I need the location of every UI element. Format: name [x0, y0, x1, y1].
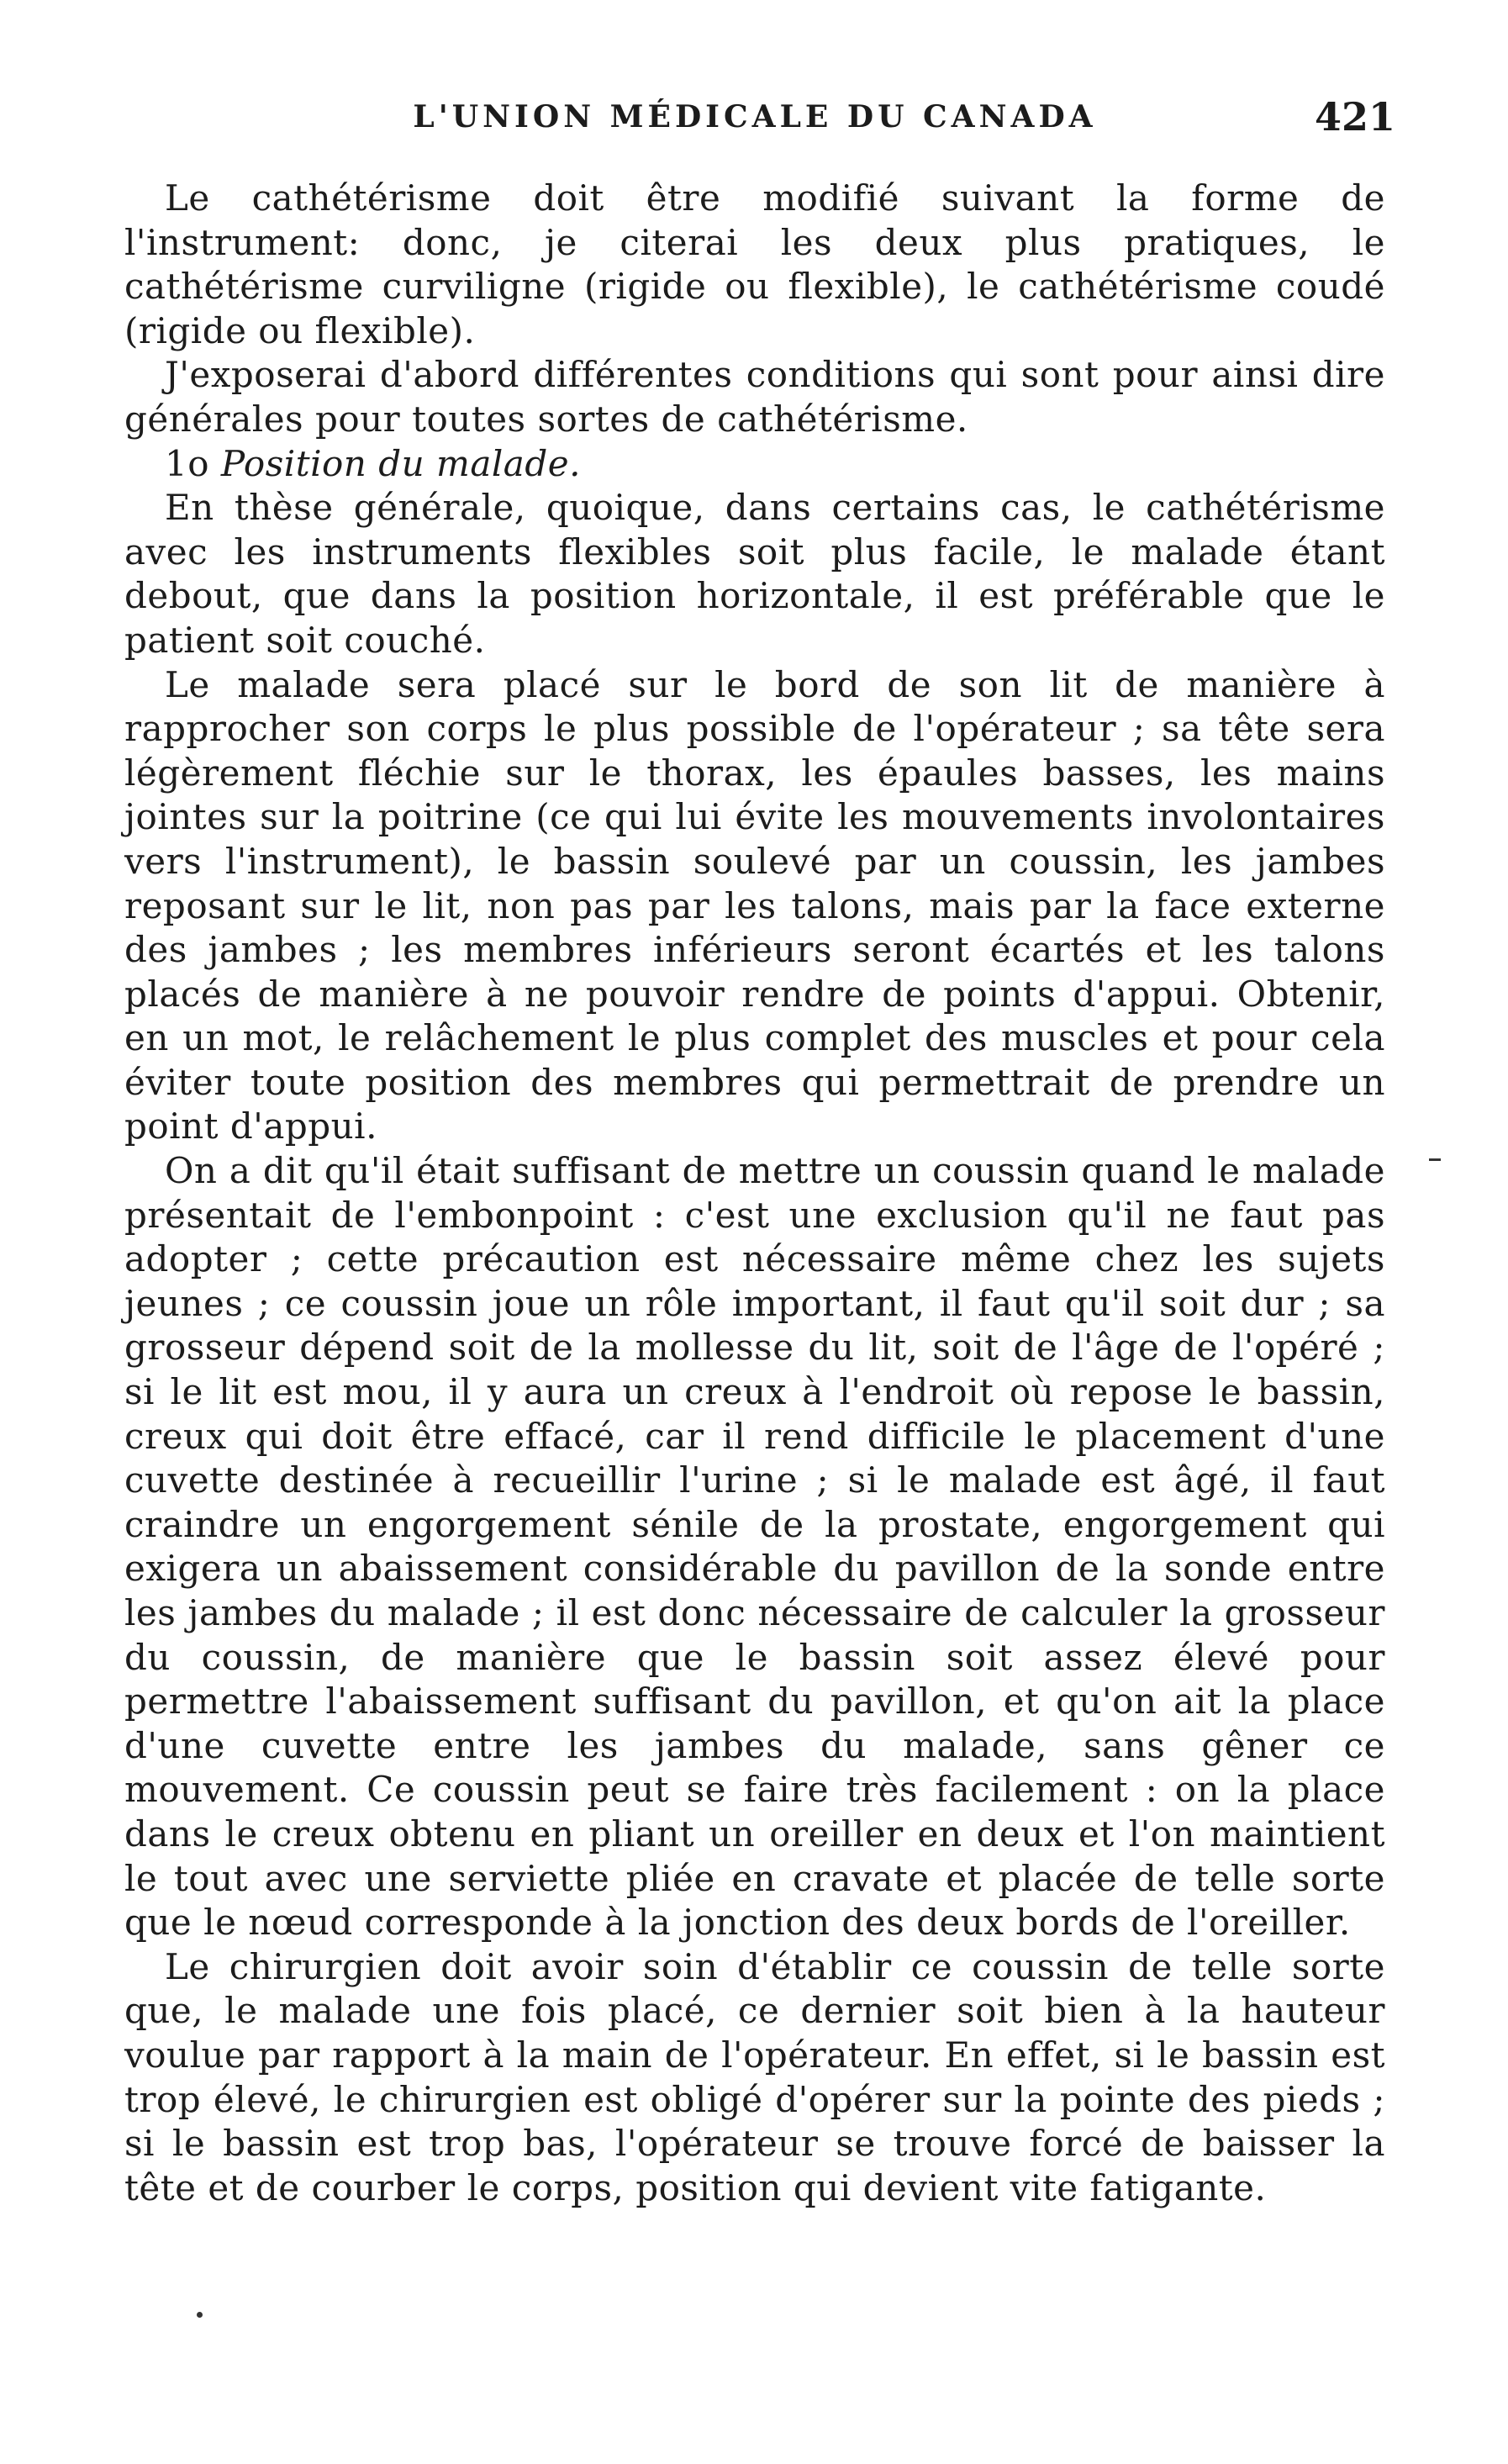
section-number: 1o [165, 442, 210, 484]
paragraph: On a dit qu'il était suffisant de mettre un coussin quand le malade présentait de l'embonpoint : c'est une exclusion qu'il ne faut pas adopter ; cette précaution est nécessaire même chez les sujets jeunes ; ce coussin joue un rôle important, il faut qu'il soit dur ; sa grosseur dépend soit de la mollesse du lit, soit de l'âge de l'opéré ; si le lit est mou, il y aura un creux à l'endroit où repose le bassin, creux qui doit être effacé, car il rend difficile le placement d'une cuvette destinée à recueillir l'urine ; si le malade est âgé, il faut craindre un engorgement sénile de la prostate, engorgement qui exigera un abaissement considérable du pavillon de la sonde entre les jambes du malade ; il est donc nécessaire de calculer la grosseur du coussin, de manière que le bassin soit assez élevé pour permettre l'abaissement suffisant du pavillon, et qu'on ait la place d'une cuvette entre les jambes du malade, sans gêner ce mouvement. Ce coussin peut se faire très facilement : on la place dans le creux obtenu en pliant un oreiller en deux et l'on maintient le tout avec une serviette pliée en cravate et placée de telle sorte que le nœud corresponde à la jonction des deux bords de l'oreiller. [124, 1150, 1385, 1944]
section-title: Position du malade. [220, 442, 581, 484]
ink-speck [197, 2312, 203, 2318]
paragraph: J'exposerai d'abord différentes conditions qui sont pour ainsi dire générales pour toutes sortes de cathétérisme. [124, 354, 1385, 440]
journal-title: L'UNION MÉDICALE DU CANADA [413, 99, 1097, 135]
body-text [124, 177, 1385, 2210]
section-heading [124, 442, 1385, 487]
paragraph: Le malade sera placé sur le bord de son lit de manière à rapprocher son corps le plus possible de l'opérateur ; sa tête sera légèrement fléchie sur le thorax, les épaules basses, les mains jointes sur la poitrine (ce qui lui évite les mouvements involontaires vers l'instrument), le bassin soulevé par un coussin, les jambes reposant sur le lit, non pas par les talons, mais par la face externe des jambes ; les membres inférieurs seront écartés et les talons placés de manière à ne pouvoir rendre de points d'appui. Obtenir, en un mot, le relâchement le plus complet des muscles et pour cela éviter toute position des membres qui permettrait de prendre un point d'appui. [124, 663, 1385, 1148]
paragraph: Le chirurgien doit avoir soin d'établir ce coussin de telle sorte que, le malade une fois placé, ce dernier soit bien à la hauteur voulue par rapport à la main de l'opérateur. En effet, si le bassin est trop élevé, le chirurgien est obligé d'opérer sur la pointe des pieds ; si le bassin est trop bas, l'opérateur se trouve forcé de baisser la tête et de courber le corps, position qui devient vite fatigante. [124, 1945, 1385, 2208]
page-number: 421 [1314, 94, 1395, 140]
paragraph: Le cathétérisme doit être modifié suivant la forme de l'instrument: donc, je citerai les deux plus pratiques, le cathétérisme curviligne (rigide ou flexible), le cathétérisme coudé (rigide ou flexible). [124, 177, 1385, 351]
document-page [124, 94, 1395, 2210]
margin-dash-mark [1429, 1158, 1441, 1161]
paragraph: En thèse générale, quoique, dans certains cas, le cathétérisme avec les instruments flexibles soit plus facile, le malade étant debout, que dans la position horizontale, il est préférable que le patient soit couché. [124, 487, 1385, 661]
running-head [124, 94, 1395, 158]
